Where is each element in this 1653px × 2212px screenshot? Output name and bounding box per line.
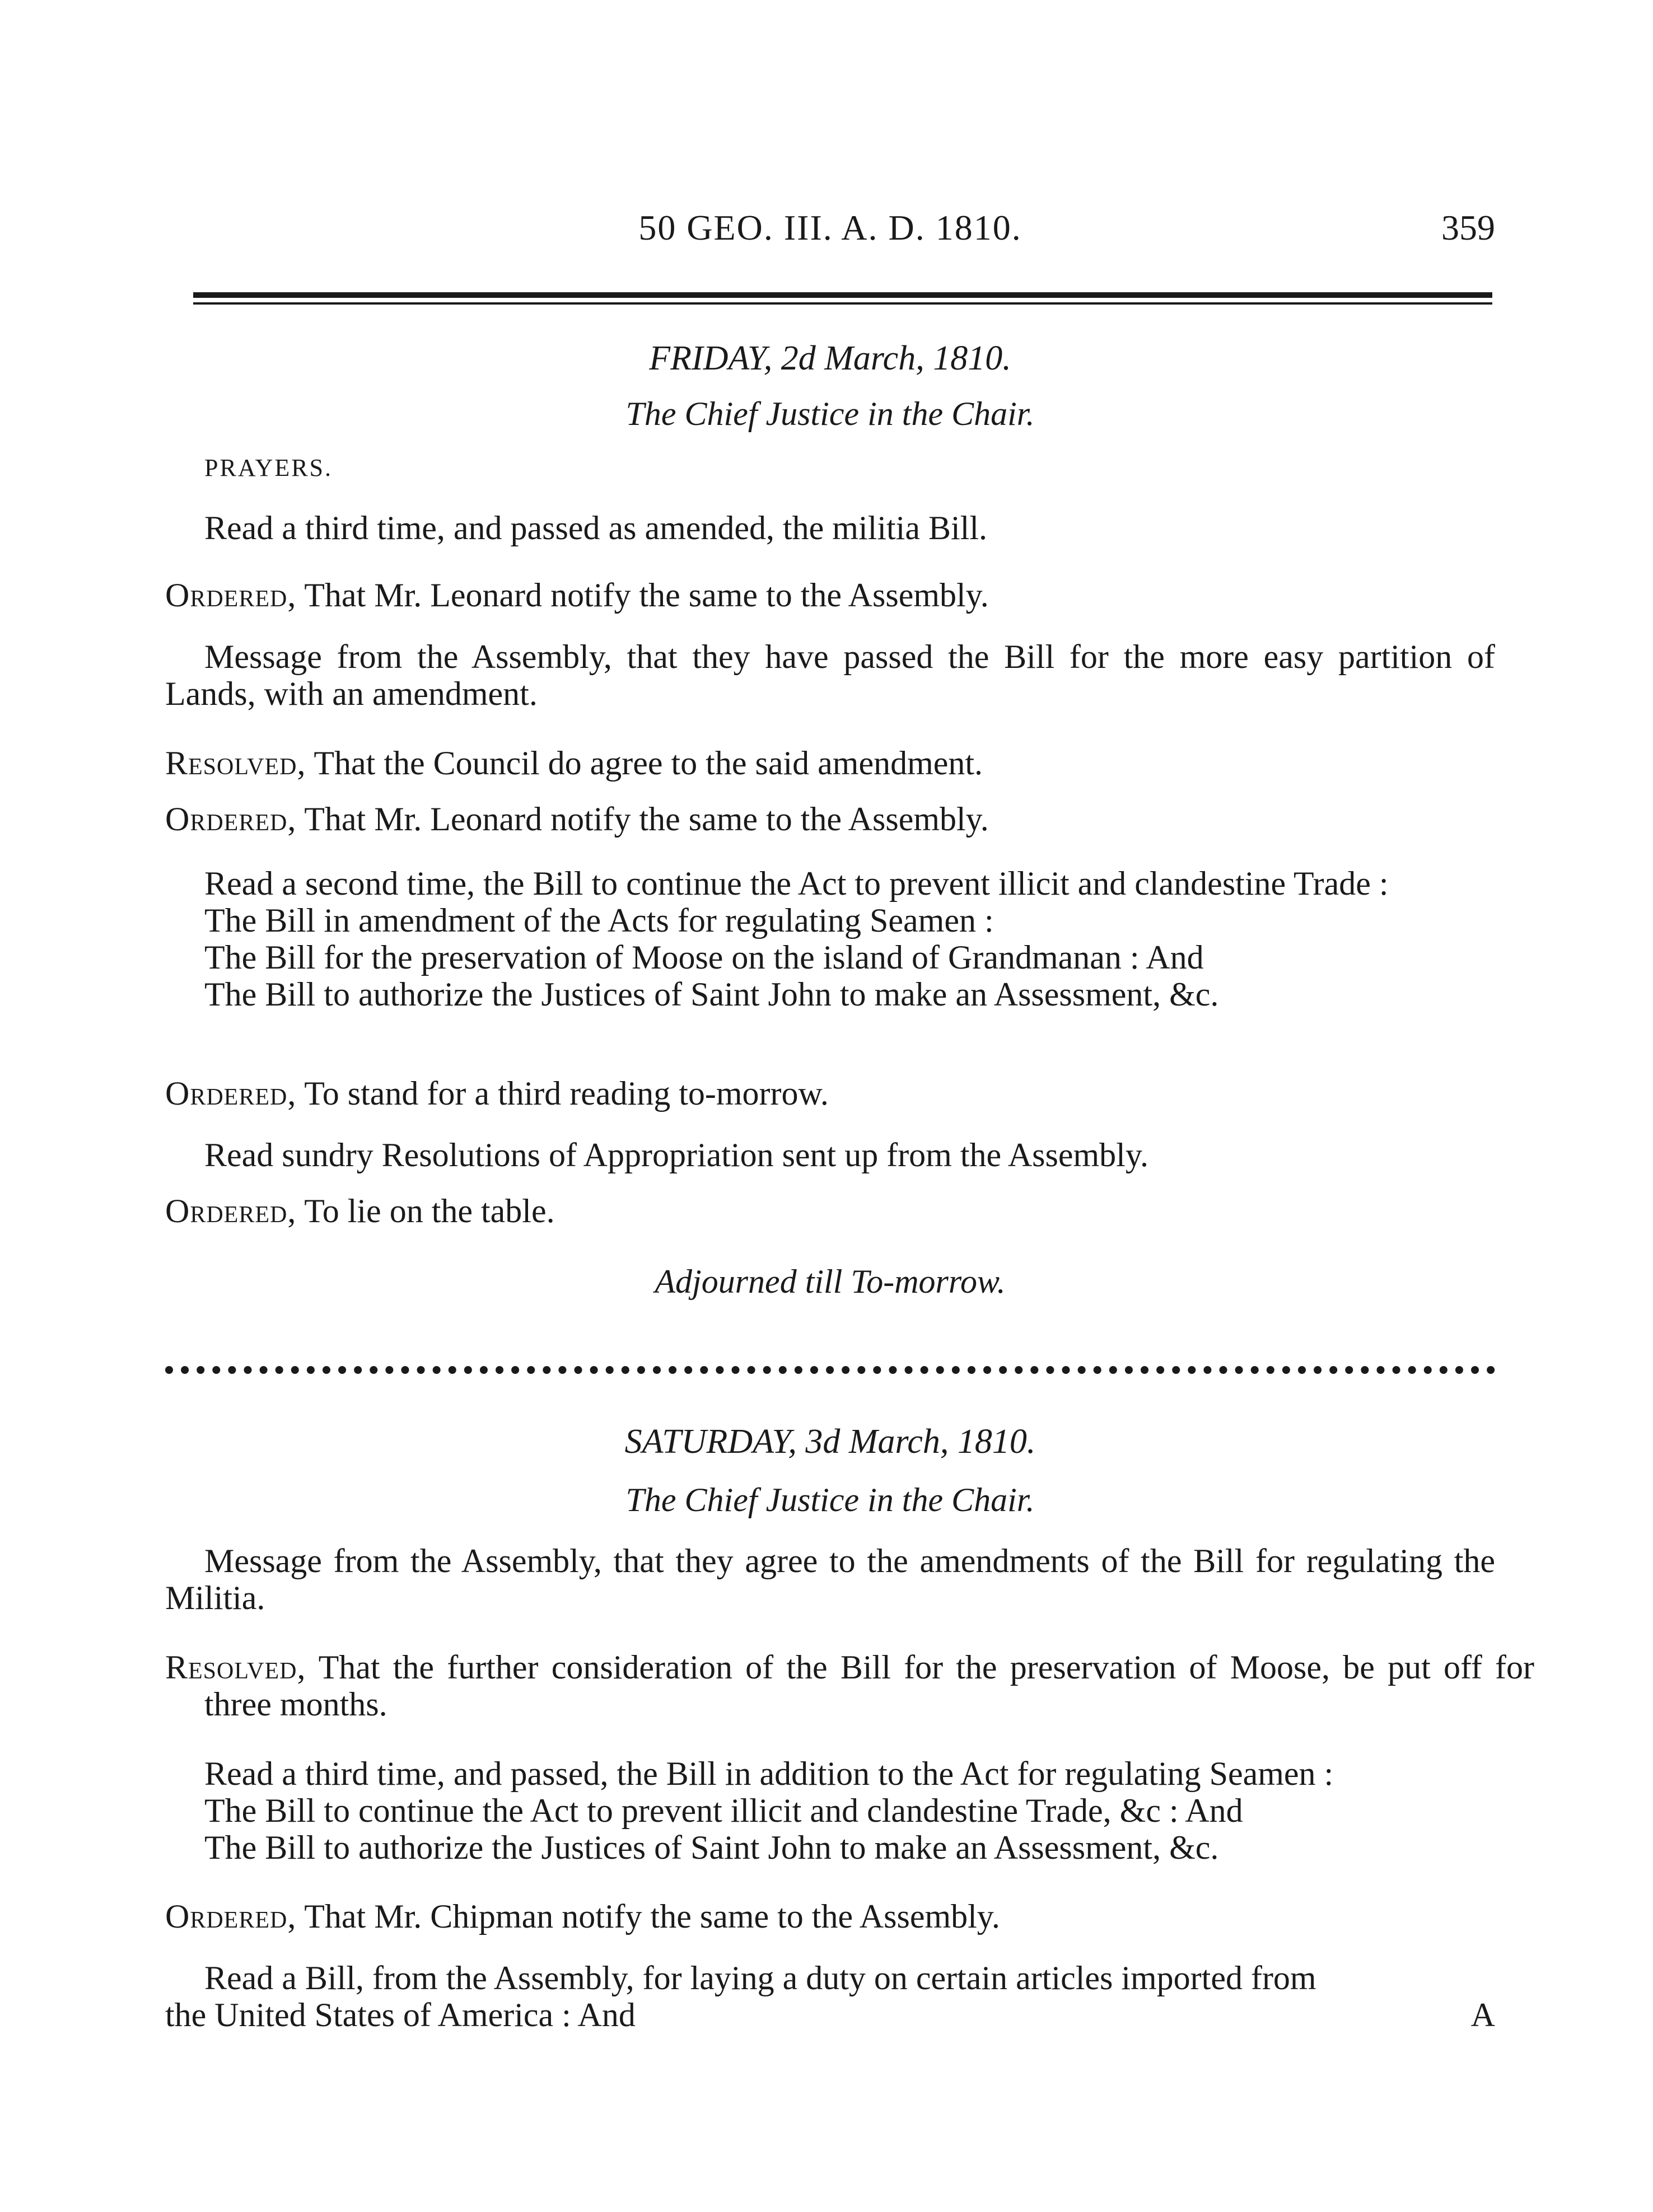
saturday-paragraph-3 xyxy=(165,1755,1495,1866)
friday-paragraph-5-text: That Mr. Leonard notify the same to the Assembly. xyxy=(296,801,989,838)
saturday-bill-line: The Bill to authorize the Justices of Saint John to make an Assessment, &c. xyxy=(204,1829,1219,1866)
saturday-paragraph-5-line-2-text: the United States of America : And xyxy=(165,1996,636,2033)
friday-bill-line: The Bill for the preservation of Moose on the island of Grandmanan : And xyxy=(204,939,1204,976)
friday-paragraph-4-text: That the Council do agree to the said amendment. xyxy=(306,745,983,782)
friday-bill-line: Read a second time, the Bill to continue the Act to prevent illicit and clandestine Trade : xyxy=(204,865,1389,902)
saturday-date-heading: SATURDAY, 3d March, 1810. xyxy=(624,1423,1036,1461)
friday-paragraph-9-text: To lie on the table. xyxy=(296,1192,555,1229)
saturday-bill-line: The Bill to continue the Act to prevent illicit and clandestine Trade, &c : And xyxy=(204,1792,1243,1829)
section-divider xyxy=(165,1366,1495,1374)
friday-paragraph-2-text: That Mr. Leonard notify the same to the Assembly. xyxy=(296,577,989,614)
ordered-label: Ordered, xyxy=(165,577,297,614)
friday-bill-line: The Bill in amendment of the Acts for regulating Seamen : xyxy=(204,902,994,939)
page-number: 359 xyxy=(1441,208,1495,247)
saturday-paragraph-4 xyxy=(165,1898,1495,1935)
ordered-label: Ordered, xyxy=(165,1898,297,1935)
saturday-paragraph-5-line-1: Read a Bill, from the Assembly, for laying a duty on certain articles imported from xyxy=(204,1960,1316,1996)
friday-paragraph-7-text: To stand for a third reading to-morrow. xyxy=(296,1075,829,1112)
resolved-label: Resolved, xyxy=(165,1649,306,1686)
friday-paragraph-3: Message from the Assembly, that they have passed the Bill for the more easy partition of Lands, with an amendment. xyxy=(165,638,1495,712)
friday-date-heading: FRIDAY, 2d March, 1810. xyxy=(649,339,1011,377)
friday-paragraph-8: Read sundry Resolutions of Appropriation sent up from the Assembly. xyxy=(204,1137,1148,1173)
friday-paragraph-1: Read a third time, and passed as amended, the militia Bill. xyxy=(204,509,987,546)
friday-paragraph-4 xyxy=(165,745,1495,782)
saturday-bill-line: Read a third time, and passed, the Bill in addition to the Act for regulating Seamen : xyxy=(204,1755,1334,1792)
saturday-chair-line: The Chief Justice in the Chair. xyxy=(625,1481,1035,1518)
header-rule-thin xyxy=(193,302,1492,305)
friday-bill-line: The Bill to authorize the Justices of Saint John to make an Assessment, &c. xyxy=(204,976,1219,1013)
page-header xyxy=(165,207,1495,263)
running-head: 50 GEO. III. A. D. 1810. xyxy=(638,208,1022,247)
prayers-label: PRAYERS. xyxy=(204,454,333,481)
catchword: A xyxy=(1470,1996,1495,2033)
saturday-paragraph-4-text: That Mr. Chipman notify the same to the Assembly. xyxy=(296,1898,1000,1935)
ordered-label: Ordered, xyxy=(165,801,297,838)
saturday-paragraph-2-text: That the further consideration of the Bill for the preservation of Moose, be put off for three months. xyxy=(204,1649,1534,1723)
friday-paragraph-9 xyxy=(165,1192,1495,1229)
friday-paragraph-2 xyxy=(165,577,1495,614)
resolved-label: Resolved, xyxy=(165,745,306,782)
ordered-label: Ordered, xyxy=(165,1192,297,1229)
friday-paragraph-6 xyxy=(165,865,1495,1013)
ordered-label: Ordered, xyxy=(165,1075,297,1112)
saturday-paragraph-1: Message from the Assembly, that they agree to the amendments of the Bill for regulating the Militia. xyxy=(165,1542,1495,1616)
saturday-paragraph-2 xyxy=(165,1649,1534,1723)
friday-adjournment: Adjourned till To-morrow. xyxy=(655,1263,1006,1300)
saturday-paragraph-5-line-2 xyxy=(165,1996,1495,2033)
friday-paragraph-7 xyxy=(165,1075,1495,1112)
header-rule-thick xyxy=(193,292,1492,298)
friday-chair-line: The Chief Justice in the Chair. xyxy=(625,395,1035,432)
friday-paragraph-5 xyxy=(165,801,1495,838)
